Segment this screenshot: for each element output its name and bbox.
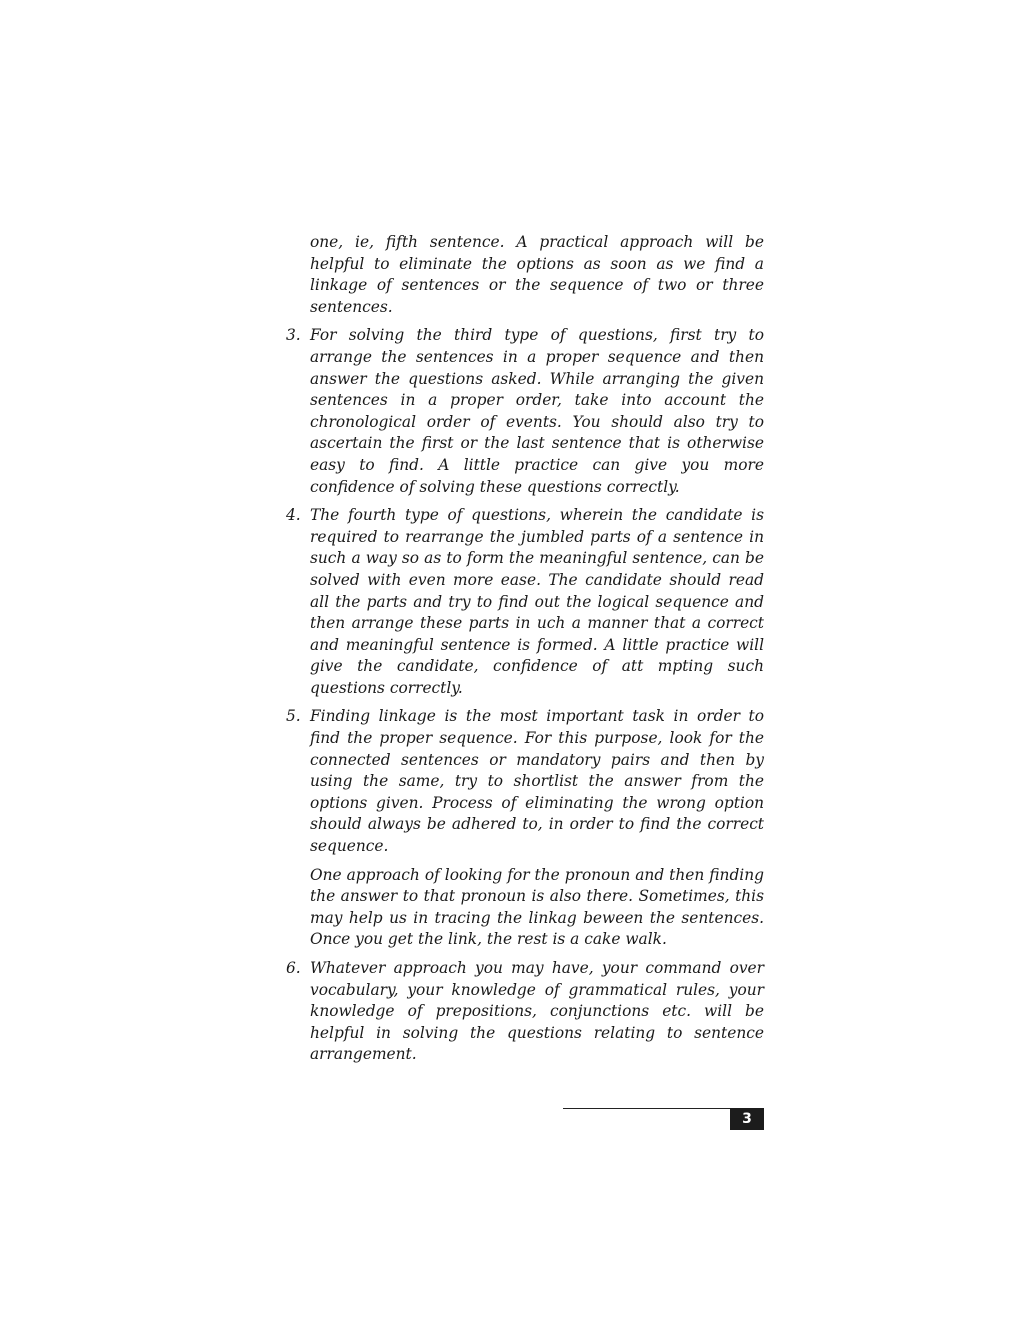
page-body [286, 232, 764, 1073]
item-text: Whatever approach you may have, your command over vocabulary, your knowledge of grammatical rules, your knowledge of prepositions, conjunctions etc. will be helpful in solving the questions relating to sentence arrangement. [310, 959, 764, 1064]
page-number: 3 [730, 1108, 764, 1130]
intro-paragraph: one, ie, fifth sentence. A practical approach will be helpful to eliminate the options as soon as we find a linkage of sentences or the sequence of two or three sentences. [310, 233, 764, 316]
footer-divider [563, 1108, 730, 1109]
list-item-6 [286, 958, 764, 1066]
item-text: The fourth type of questions, wherein the candidate is required to rearrange the jumbled parts of a sentence in such a way so as to form the meaningful sentence, can be solved with even more ease. The candidate should read all the parts and try to find out the logical sequence and then arrange these parts in uch a manner that a correct and meaningful sentence is formed. A little practice will give the candidate, confidence of att mpting such questions correctly. [310, 506, 764, 697]
list-item-4 [286, 505, 764, 699]
item-number: 5. [286, 707, 301, 726]
list-item-5 [286, 706, 764, 951]
item-text: For solving the third type of questions, first try to arrange the sentences in a proper sequence and then answer the questions asked. While arranging the given sentences in a proper order, take into account the chronological order of events. You should also try to ascertain the first or the last sentence that is otherwise easy to find. A little practice can give you more confidence of solving these questions correctly. [310, 326, 764, 496]
item-continuation: One approach of looking for the pronoun and then finding the answer to that pronoun is also there. Sometimes, this may help us in tracing the linkag beween the sentences. Once you get the link, the rest is a cake walk. [310, 865, 764, 949]
item-number: 4. [286, 506, 301, 525]
item-number: 3. [286, 326, 301, 345]
list-item-3 [286, 325, 764, 498]
item-number: 6. [286, 959, 301, 977]
item-text: Finding linkage is the most important task in order to find the proper sequence. For this purpose, look for the connected sentences or mandatory pairs and then by using the same, try to shortlist the answer from the options given. Process of eliminating the wrong option should always be adhered to, in order to find the correct sequence. [310, 707, 764, 856]
